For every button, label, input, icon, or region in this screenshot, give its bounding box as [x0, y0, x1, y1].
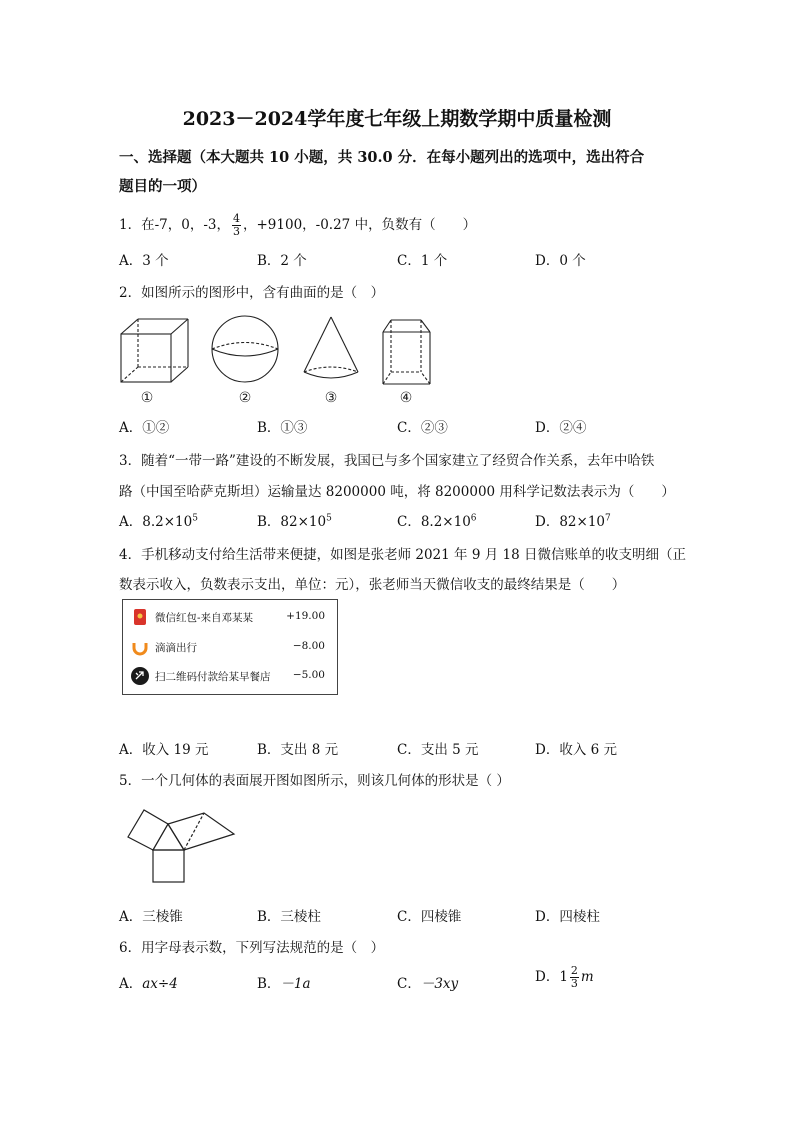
q2-option-d[interactable]: D．②④ — [535, 420, 587, 436]
q1-option-b[interactable]: B．2 个 — [257, 253, 307, 269]
q6-option-d[interactable] — [535, 965, 594, 990]
q5-option-c[interactable]: C．四棱锥 — [397, 909, 462, 925]
q3-b-base: B．82×10 — [257, 514, 327, 530]
question-2: 2．如图所示的图形中，含有曲面的是（ ） — [119, 285, 385, 301]
q2-option-b[interactable]: B．①③ — [257, 420, 308, 436]
q6-d-var: m — [580, 969, 594, 985]
fig-label-3: ③ — [324, 390, 338, 406]
q1-frac-den: 3 — [232, 225, 240, 238]
q6-a-label: A． — [119, 976, 143, 992]
q3-a-exp: 5 — [192, 513, 198, 524]
question-6: 6．用字母表示数，下列写法规范的是（ ） — [119, 940, 385, 956]
q5-option-b[interactable]: B．三棱柱 — [257, 909, 321, 925]
sphere-figure — [212, 316, 278, 382]
question-5: 5．一个几何体的表面展开图如图所示，则该几何体的形状是（ ） — [119, 773, 510, 789]
question-3-line2: 路（中国至哈萨克斯坦）运输量达 8200000 吨，将 8200000 用科学记数法表示为（ ） — [119, 484, 675, 500]
q3-b-exp: 5 — [326, 513, 332, 524]
section-heading-line2: 题目的一项） — [119, 178, 206, 195]
cube-figure — [121, 319, 188, 382]
q6-option-c[interactable] — [397, 972, 458, 992]
q6-d-label: D． — [535, 969, 560, 985]
red-packet-icon — [131, 608, 149, 626]
q4-option-d[interactable]: D．收入 6 元 — [535, 742, 617, 758]
prism-figure — [383, 320, 430, 384]
q2-option-a[interactable]: A．①② — [119, 420, 170, 436]
qr-pay-icon — [131, 667, 149, 685]
q1-fraction — [232, 213, 241, 238]
q6-option-b[interactable] — [257, 972, 311, 992]
page-title: 2023－2024学年度七年级上期数学期中质量检测 — [182, 108, 612, 130]
fig-label-2: ② — [238, 390, 252, 406]
bill-amount: +19.00 — [286, 610, 325, 622]
q3-c-exp: 6 — [470, 513, 477, 524]
bill-amount: −8.00 — [292, 640, 325, 652]
question-4-line1: 4．手机移动支付给生活带来便捷，如图是张老师 2021 年 9 月 18 日微信账单的收支明细（正 — [119, 547, 686, 563]
q6-b-label: B． — [257, 976, 281, 992]
question-4-line2: 数表示收入，负数表示支出，单位：元），张老师当天微信收支的最终结果是（ ） — [119, 577, 626, 593]
q6-c-expr: －3xy — [420, 976, 459, 992]
q1-suffix: ，+9100，-0.27 中，负数有（ ） — [242, 217, 477, 233]
section-heading-line1: 一、选择题（本大题共 10 小题，共 30.0 分．在每小题列出的选项中，选出符合 — [119, 149, 645, 166]
q1-option-d[interactable]: D．0 个 — [535, 253, 586, 269]
q1-prefix: 1．在-7，0，-3， — [119, 217, 230, 233]
q3-option-a[interactable] — [119, 510, 198, 530]
q6-d-den: 3 — [570, 977, 578, 990]
q1-frac-num: 4 — [232, 212, 240, 225]
fig-label-1: ① — [140, 390, 154, 406]
bill-row — [131, 606, 329, 628]
question-1 — [119, 213, 476, 238]
q6-d-fraction — [570, 965, 579, 990]
q3-option-b[interactable] — [257, 510, 332, 530]
q5-option-d[interactable]: D．四棱柱 — [535, 909, 600, 925]
q4-option-a[interactable]: A．收入 19 元 — [119, 742, 209, 758]
q2-figures — [116, 312, 446, 407]
q4-option-b[interactable]: B．支出 8 元 — [257, 742, 339, 758]
q6-a-expr: ax÷4 — [142, 976, 178, 992]
q3-d-base: D．82×10 — [535, 514, 605, 530]
bill-row — [131, 636, 329, 658]
bill-name: 滴滴出行 — [155, 642, 197, 654]
cone-figure — [304, 317, 358, 378]
q6-b-expr: －1a — [280, 976, 311, 992]
bill-name: 扫二维码付款给某早餐店 — [155, 671, 271, 683]
bill-name: 微信红包-来自邓某某 — [155, 612, 254, 624]
wechat-bill-card — [122, 599, 338, 695]
q4-option-c[interactable]: C．支出 5 元 — [397, 742, 479, 758]
q1-option-a[interactable]: A．3 个 — [119, 253, 169, 269]
bill-amount: −5.00 — [292, 669, 325, 681]
didi-icon — [131, 638, 149, 656]
question-3-line1: 3．随着“一带一路”建设的不断发展，我国已与多个国家建立了经贸合作关系，去年中哈铁 — [119, 453, 655, 469]
q2-option-c[interactable]: C．②③ — [397, 420, 448, 436]
q1-option-c[interactable]: C．1 个 — [397, 253, 448, 269]
q3-option-c[interactable] — [397, 510, 477, 530]
q6-d-num: 2 — [570, 964, 578, 977]
q3-c-base: C．8.2×10 — [397, 514, 471, 530]
q5-option-a[interactable]: A．三棱锥 — [119, 909, 183, 925]
q6-option-a[interactable] — [119, 972, 178, 992]
q3-option-d[interactable] — [535, 510, 611, 530]
q6-d-whole: 1 — [559, 969, 568, 985]
fig-label-4: ④ — [399, 390, 413, 406]
q5-net-figure — [120, 802, 250, 892]
bill-row — [131, 665, 329, 687]
q3-d-exp: 7 — [605, 513, 611, 524]
q6-c-label: C． — [397, 976, 421, 992]
q3-a-base: A．8.2×10 — [119, 514, 193, 530]
